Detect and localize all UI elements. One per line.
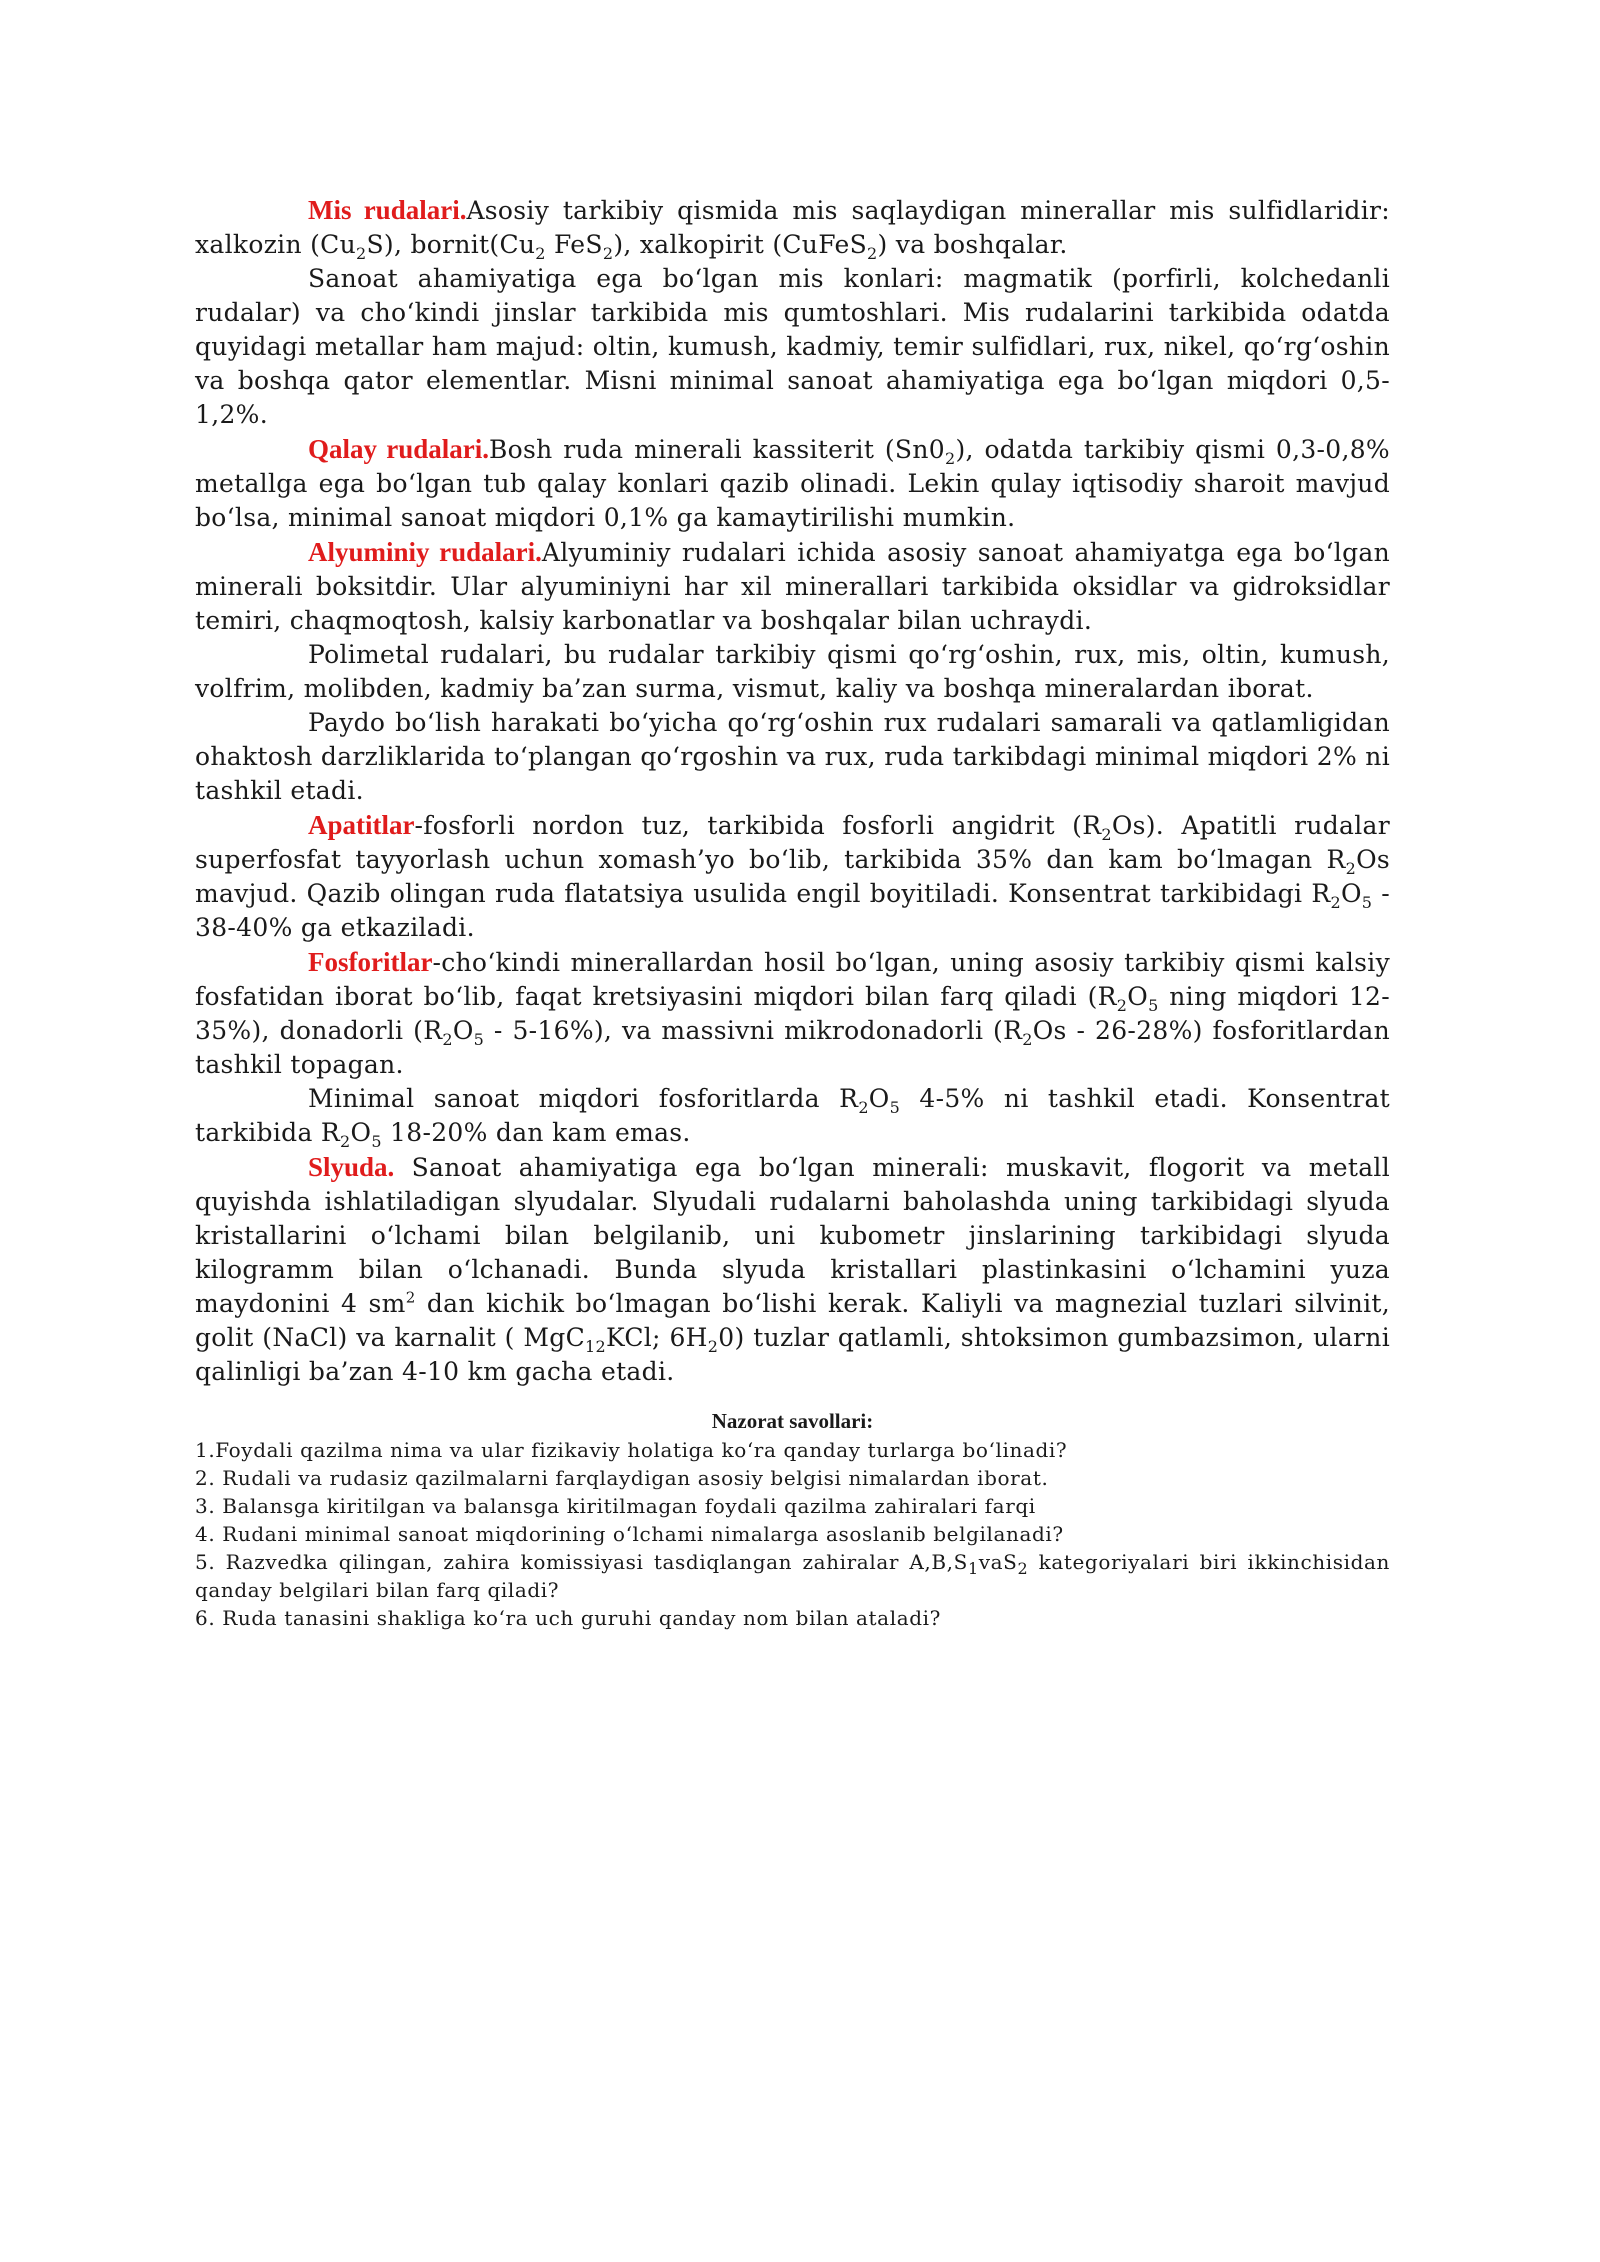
paragraph: [195, 262, 1390, 432]
paragraph: [195, 193, 1390, 262]
text-run: ) va boshqalar.: [877, 230, 1068, 259]
text-run: -cho‘kindi minerallardan hosil bo‘lgan, uning asosiy tarkibiy qismi kalsiy fosfatidan iborat bo‘lib, faqat kretsiyasini miqdori bilan farq qiladi (R: [195, 948, 1390, 1011]
text-run: Os - 26-28%) fosforitlardan tashkil topagan.: [195, 1016, 1390, 1079]
text-run: ning miqdori 12-35%), donadorli (R: [195, 982, 1391, 1045]
text-run: Asosiy tarkibiy qismida mis saqlaydigan minerallar mis sulfidlaridir: xalkozin (Cu: [195, 196, 1390, 259]
text-run: KCl; 6H: [606, 1323, 708, 1352]
subscript: 2: [1101, 825, 1112, 844]
text-run: Bosh ruda minerali kassiterit (Sn0: [488, 435, 945, 464]
section-heading: Alyuminiy rudalari.: [308, 537, 542, 567]
paragraph: [195, 945, 1390, 1082]
text-run: O: [452, 1016, 474, 1045]
subscript: 12: [585, 1337, 607, 1356]
text-run: 4. Rudani minimal sanoat miqdorining o‘lchami nimalarga asoslanib belgilanadi?: [195, 1522, 1064, 1546]
text-run: Sanoat ahamiyatiga ega bo‘lgan mis konlari: magmatik (porfirli, kolchedanli rudalar) va cho‘kindi jinslar tarkibida mis qumtoshlari. Mis rudalarini tarkibida odatda quyidagi metallar ham majud: oltin, kumush, kadmiy, temir sulfidlari, rux, nikel, qo‘rg‘oshin va boshqa qator elementlar. Misni minimal sanoat ahamiyatiga ega bo‘lgan miqdori 0,5-1,2%.: [195, 264, 1390, 429]
text-run: S), bornit(Cu: [366, 230, 536, 259]
section-heading: Qalay rudalari.: [308, 434, 489, 464]
subscript: 2: [340, 1132, 351, 1151]
subscript: 2: [1022, 1030, 1033, 1049]
paragraph: [195, 1082, 1390, 1150]
text-run: ), xalkopirit (CuFeS: [613, 230, 867, 259]
text-run: O: [1127, 982, 1149, 1011]
text-run: - 38-40% ga etkaziladi.: [195, 879, 1390, 942]
subscript: 5: [889, 1098, 901, 1117]
subscript: 5: [473, 1030, 485, 1049]
text-run: 3. Balansga kiritilgan va balansga kiritilmagan foydali qazilma zahiralari farqi: [195, 1494, 1036, 1518]
text-run: -fosforli nordon tuz, tarkibida fosforli angidrit (R: [414, 811, 1102, 840]
text-run: Paydo bo‘lish harakati bo‘yicha qo‘rg‘oshin rux rudalari samarali va qatlamligidan ohaktosh darzliklarida to‘plangan qo‘rgoshin va rux, ruda tarkibdagi minimal miqdori 2% ni tashkil etadi.: [195, 708, 1390, 805]
body-text: [195, 193, 1390, 1389]
subscript: 2: [1116, 996, 1128, 1015]
subscript: 2: [944, 449, 956, 468]
text-run: - 5-16%), va massivni mikrodonadorli (R: [484, 1016, 1023, 1045]
subscript: 5: [371, 1132, 382, 1151]
text-run: FeS: [545, 230, 603, 259]
paragraph: [195, 706, 1390, 808]
text-run: 2. Rudali va rudasiz qazilmalarni farqlaydigan asosiy belgisi nimalardan iborat.: [195, 1466, 1049, 1490]
question-item: [195, 1436, 1390, 1464]
text-run: O: [350, 1118, 372, 1147]
text-run: Os). Apatitli rudalar superfosfat tayyorlash uchun xomash’yo bo‘lib, tarkibida 35% dan kam bo‘lmagan R: [195, 811, 1391, 874]
question-item: [195, 1520, 1390, 1548]
subscript: 2: [1017, 1559, 1029, 1578]
subscript: 2: [867, 244, 878, 263]
text-run: dan kichik bo‘lmagan bo‘lishi kerak. Kaliyli va magnezial tuzlari silvinit, golit (NaCl) va karnalit ( MgC: [195, 1289, 1390, 1352]
text-run: ), odatda tarkibiy qismi 0,3-0,8% metallga ega bo‘lgan tub qalay konlari qazib olinadi. Lekin qulay iqtisodiy sharoit mavjud bo‘lsa, minimal sanoat miqdori 0,1% ga kamaytirilishi mumkin.: [195, 435, 1390, 532]
questions-list: [195, 1436, 1390, 1632]
paragraph: [195, 535, 1390, 638]
text-run: O: [1340, 879, 1362, 908]
question-item: [195, 1464, 1390, 1492]
subscript: 2: [1330, 893, 1341, 912]
subscript: 2: [1345, 859, 1357, 878]
subscript: 5: [1361, 893, 1373, 912]
text-run: Minimal sanoat miqdori fosforitlarda R: [308, 1084, 859, 1113]
text-run: 1.Foydali qazilma nima va ular fizikaviy holatiga ko‘ra qanday turlarga bo‘linadi?: [195, 1438, 1068, 1462]
subscript: 2: [535, 244, 546, 263]
subscript: 5: [1148, 996, 1159, 1015]
text-run: 0) tuzlar qatlamli, shtoksimon gumbazsimon, ularni qalinligi ba’zan 4-10 km gacha etadi.: [195, 1323, 1391, 1386]
text-run: vaS: [978, 1550, 1018, 1574]
paragraph: [195, 1150, 1390, 1389]
text-run: kategoriyalari biri ikkinchisidan qanday belgilari bilan farq qiladi?: [195, 1550, 1390, 1602]
text-run: 5. Razvedka qilingan, zahira komissiyasi tasdiqlangan zahiralar A,B,S: [195, 1550, 968, 1574]
text-run: 4-5% ni tashkil etadi. Konsentrat tarkibida R: [195, 1084, 1390, 1147]
subscript: 2: [442, 1030, 453, 1049]
text-run: Alyuminiy rudalari ichida asosiy sanoat ahamiyatga ega bo‘lgan minerali boksitdir. Ular alyuminiyni har xil minerallari tarkibida oksidlar va gidroksidlar temiri, chaqmoqtosh, kalsiy karbonatlar va boshqalar bilan uchraydi.: [195, 538, 1391, 635]
question-item: [195, 1548, 1390, 1604]
paragraph: [195, 432, 1390, 535]
paragraph: [195, 638, 1390, 706]
subscript: 1: [967, 1559, 979, 1578]
superscript: 2: [405, 1288, 416, 1307]
question-item: [195, 1492, 1390, 1520]
subscript: 2: [356, 244, 367, 263]
paragraph: [195, 808, 1390, 945]
subscript: 2: [602, 244, 614, 263]
text-run: 6. Ruda tanasini shakliga ko‘ra uch guruhi qanday nom bilan ataladi?: [195, 1606, 941, 1630]
question-item: [195, 1604, 1390, 1632]
subscript: 2: [707, 1337, 719, 1356]
document-page: [195, 193, 1390, 1632]
text-run: Polimetal rudalari, bu rudalar tarkibiy qismi qo‘rg‘oshin, rux, mis, oltin, kumush, volfrim, molibden, kadmiy ba’zan surma, vismut, kaliy va boshqa mineralardan iborat.: [195, 640, 1390, 703]
section-heading: Fosforitlar: [308, 947, 433, 977]
section-heading: Slyuda.: [308, 1152, 395, 1182]
section-heading: Apatitlar: [308, 810, 415, 840]
section-heading: Mis rudalari.: [308, 195, 467, 225]
text-run: O: [868, 1084, 890, 1113]
text-run: Sanoat ahamiyatiga ega bo‘lgan minerali: muskavit, flogorit va metall quyishda ishlatiladigan slyudalar. Slyudali rudalarni baholashda uning tarkibidagi slyuda kristallarini o‘lchami bilan belgilanib, uni kubometr jinslarining tarkibidagi slyuda kilogramm bilan o‘lchanadi. Bunda slyuda kristallari plastinkasini o‘lchamini yuza maydonini 4 sm: [195, 1153, 1390, 1318]
questions-title: Nazorat savollari:: [711, 1409, 874, 1433]
control-questions: [195, 1407, 1390, 1632]
subscript: 2: [858, 1098, 869, 1117]
text-run: Os mavjud. Qazib olingan ruda flatatsiya usulida engil boyitiladi. Konsentrat tarkibidagi R: [195, 845, 1390, 908]
text-run: 18-20% dan kam emas.: [381, 1118, 691, 1147]
